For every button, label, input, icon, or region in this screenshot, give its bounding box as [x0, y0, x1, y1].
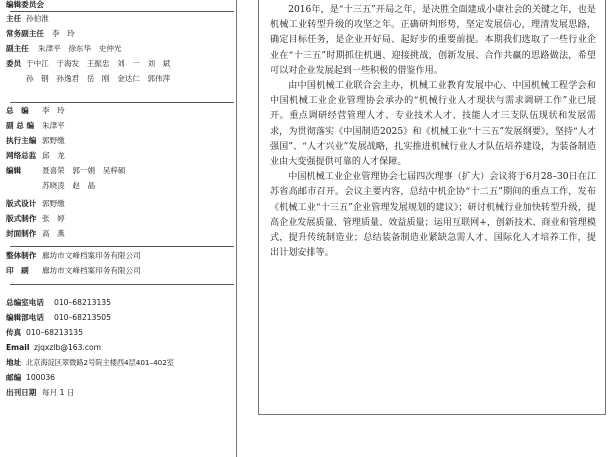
contact-address	[6, 358, 234, 368]
label: 副 总 编	[6, 121, 35, 130]
label: 总编室电话	[6, 298, 44, 307]
label: 编辑部电话	[6, 313, 44, 322]
contact-fax	[6, 328, 234, 338]
label: 副主任	[6, 44, 29, 53]
label: 总 编	[6, 106, 29, 115]
label: 版式设计	[6, 199, 37, 208]
label: 传真	[6, 328, 22, 337]
label: 整体制作	[6, 251, 37, 260]
masthead	[6, 0, 234, 457]
design-production	[6, 214, 234, 224]
value: 李 玲	[42, 106, 65, 115]
contact-editorial-dept-phone	[6, 313, 234, 323]
committee-members	[6, 59, 234, 69]
committee-director	[6, 14, 234, 24]
label: 主任	[6, 14, 22, 23]
value: 北京海淀区翠微路2号院主楼西4层401–402室	[26, 358, 174, 367]
label: 印 刷	[6, 266, 29, 275]
value: 张 婷	[42, 214, 65, 223]
printing-overall	[6, 251, 234, 261]
label: 委员	[6, 59, 22, 68]
design-layout	[6, 199, 234, 209]
contact-postcode	[6, 373, 234, 383]
design-cover	[6, 229, 234, 239]
printing-printer	[6, 266, 234, 276]
committee-deputy	[6, 44, 234, 54]
value: 郭野缴	[42, 136, 65, 145]
column-rule	[236, 0, 237, 457]
value: 朱津平	[42, 121, 65, 130]
label: 邮编	[6, 373, 22, 382]
value: 010–68213135	[26, 328, 83, 337]
value: 廊坊市文峰档案印务有限公司	[42, 251, 141, 260]
staff-deputy-editor	[6, 121, 234, 131]
value: 聂喜荣 郭一娟 吴梓硕	[42, 166, 126, 175]
article-paragraph: 由中国机械工业联合会主办，机械工业教育发展中心、中国机械工程学会和中国机械工业企业管理协会承办的“机械行业人才现状与需求调研工作”业已展开。重点调研经营管理人才、专业技术人才、技能人才三支队伍现状和发展需求，为贯彻落实《中国制造2025》和《机械工业“十三五”发展纲要》，坚持“人才强国”、“人才兴业”发展战略，扎实推进机械行业人才队伍培养建设，为装备制造业由大变强提供可靠的人才保障。	[270, 81, 596, 168]
staff-editor-in-chief	[6, 106, 234, 116]
divider	[10, 11, 234, 12]
divider	[10, 102, 234, 103]
article-paragraph: 2016年，是“十三五”开局之年，是决胜全面建成小康社会的关键之年，也是机械工业转型升级的攻坚之年。正确研判形势，坚定发展信心，理清发展思路，确定目标任务，是企业开好局、起好步的重要前提。本期我们选取了一些行业企业在“十三五”时期抓住机遇、迎接挑战，创新发展、合作共赢的思路做法，希望可以对企业发展起到一些积极的借鉴作用。	[270, 5, 596, 76]
value: 朱津平 徐东华 史仲光	[38, 44, 122, 53]
label: 编辑	[6, 166, 22, 175]
value: 孙伯淮	[26, 14, 49, 23]
label: 地址	[6, 358, 22, 367]
divider	[10, 284, 234, 285]
contact-email	[6, 343, 234, 353]
committee-executive-deputy	[6, 29, 234, 39]
contact-publication-date	[6, 388, 234, 398]
value: 高 燕	[42, 229, 65, 238]
value: 010–68213135	[54, 298, 111, 307]
value: 于中江 于海发 王振忠 刘 一 刘 斌	[26, 59, 171, 68]
masthead-title: 编辑委员会	[6, 0, 44, 9]
staff-editors	[6, 166, 234, 176]
article	[270, 3, 596, 261]
staff-network-director	[6, 151, 234, 161]
committee-members-cont: 孙 钢 孙逸君 岳 刚 金达仁 郭伟萍	[26, 74, 171, 83]
value: 010–68213505	[54, 313, 111, 322]
value: 邱 龙	[42, 151, 65, 160]
value: zjqxzlb@163.com	[34, 343, 102, 352]
label: 出刊日期	[6, 388, 37, 397]
divider	[10, 246, 234, 247]
label: 执行主编	[6, 136, 37, 145]
value: 每月 1 日	[42, 388, 75, 397]
value: 郭野缴	[42, 199, 65, 208]
value: 李 玲	[52, 29, 75, 38]
label: 网络总监	[6, 151, 37, 160]
contact-editorial-office-phone	[6, 298, 234, 308]
value: 100036	[26, 373, 55, 382]
article-paragraph: 中国机械工业企业管理协会七届四次理事（扩大）会议将于6月28–30日在江苏省高邮市召开。会议主要内容，总结中机企协“十二五”期间的重点工作，发布《机械工业“十三五”企业管理发展规划的建议》；研讨机械行业加快转型升级，提高企业发展质量、管理质量、效益质量；运用互联网+，创新技术、商业和管理模式，提升传统制造业；总结装备制造业紧缺急需人才、国际化人才培养工作，提出计划安排等。	[270, 172, 596, 259]
label: 常务副主任	[6, 29, 44, 38]
staff-editors-cont: 苏晓凌 赵 晶	[42, 181, 96, 190]
label: 版式制作	[6, 214, 37, 223]
staff-executive-editor	[6, 136, 234, 146]
value: 廊坊市文峰档案印务有限公司	[42, 266, 141, 275]
label: Email	[6, 343, 30, 352]
label: 封面制作	[6, 229, 37, 238]
